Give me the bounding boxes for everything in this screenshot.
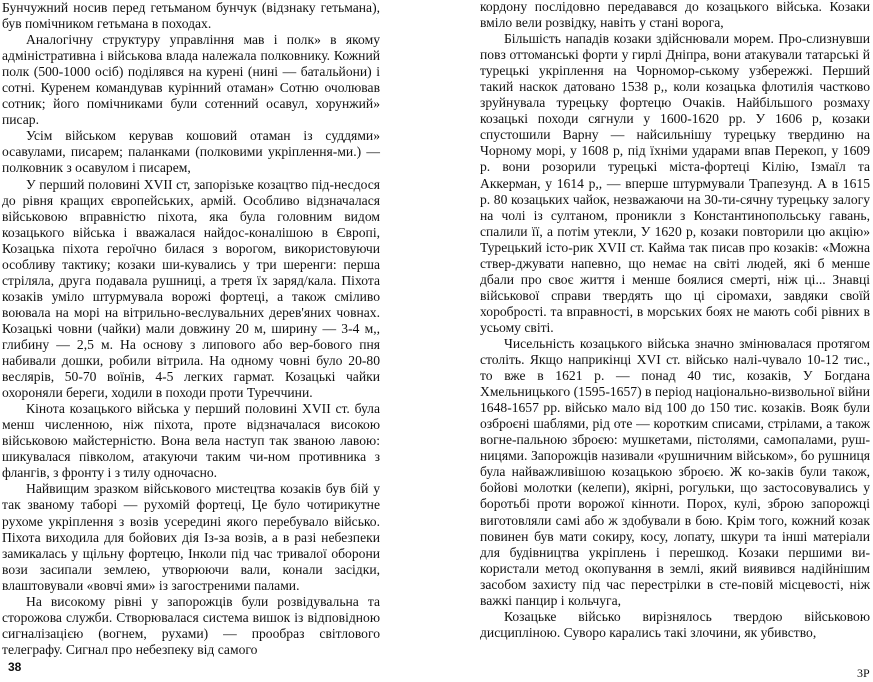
paragraph: Чисельність козацького війська значно змінювалася протягом століть. Якщо наприкінці XVI ст. військо налі-чувало 10-12 тис., то вже в 1621 р. — понад 40 тис, козаків, У Богдана Хмельницького (1595-1657) в період національно-визвольної війни 1648-1657 рр. військо мало від 100 до 150 тис. козаків. Вояк були озброєні шаблями, рід оте — коротким списами, стрілами, а також вогне-пальною зброєю: мушкетами, пістолями, самопалами, руш-ницями. Запорожців називали «рушничним військом», бо рушниця була найважливішою козацькою зброєю. Ж ко-заків були також, бойові молотки (келепи), якірні, рогульки, що застосовувались у боротьбі проти ворожої кінноти. Порох, кулі, зброю запорожці виготовляли самі або ж здобували в бою. Крім того, кожний козак повинен був мати сокиру, косу, лопату, шкури та інші матеріали для будівництва укріплень і перешкод. Козаки першими ви-користали метод окопування в землі, який виявився надійнішим засобом захисту під час перестрілки в сте-повій місцевості, ніж важкі панцир і кольчуга, (480, 335, 870, 608)
left-column (2, 0, 380, 658)
paragraph: кордону послідовно передавався до козацького війська. Козаки вміло вели розвідку, навіть у стані ворога, (480, 0, 870, 31)
paragraph: Аналогічну структуру управління мав і полк» в якому адміністративна і військова влада належала полковнику. Кожний полк (500-1000 осіб) поділявся на курені (нині — батальйони) і сотні. Куренем командував курінний отаман» Сотню очолював сотник; його помічниками були сотенний осавул, хорунжий» писар. (2, 32, 380, 128)
paragraph: Усім військом керував кошовий отаман із суддями» осавулами, писарем; паланками (полковими укріплення-ми.) — полковник з осавулом і писарем, (2, 128, 380, 176)
paragraph: У перший половині XVII ст, запорізьке козацтво під-несдося до рівня кращих європейських, армій. Особливо відзначалася військовою вправністю піхота, яка була головним видом козацького війська і вважалася найдос-коналішою в Європі, Козацька піхота героїчно билася з ворогом, використовуючи особливу тактику; козаки ши-кувались у три шеренги: перша стріляла, друга подавала рушниці, а третя їх заряд/кала. Піхота козаків уміло штурмувала ворожі фортеці, а також сміливо воювала на морі на вітрильно-веслувальних дерев'яних човнах. Козацькі човни (чайки) мали довжину 20 м, ширину — 3-4 м,, глибину — 2,5 м. На основу з липового або вер-бового пня набивали дошки, робили вітрила. На одному човні було 20-80 веслярів, 50-70 воїнів, 4-5 легких гармат. Козацькі чайки охороняли береги, ходили в походи проти Туреччини. (2, 176, 380, 401)
paragraph: Козацьке військо вирізнялось твердою військовою дисципліною. Суворо карались такі злочини, як убивство, (480, 608, 870, 640)
paragraph: Більшість нападів козаки здійснювали морем. Про-слизнувши повз оттоманські форти у гирлі Дніпра, вони атакували татарські й турецькі укріплення на Чорномор-ському узбережжі. Перший такий наскок датовано 1538 р,, коли козацька флотилія частково зруйнувала турецьку фортецю Очаків. Найбільшого розмаху козацькі походи сягнули у 1600-1620 рр. У 1606 р, козаки спустошили Варну — найсильнішу турецьку твердиню на Чорному морі, у 1608 р, під їхніми ударами впав Перекоп, у 1609 р. вони розорили турецькі міста-фортеці Кілію, Ізмаїл та Аккерман, у 1614 р,, — вперше штурмували Трапезунд. А в 1615 р. 80 козацьких чайок, незважаючи на 30-ти-сячну турецьку залогу на чолі із султаном, проникли з Константинопольську гавань, спалили її, а потім утекли, У 1620 р, козаки повторили цю акцію» Турецький істо-рик XVII ст. Кайма так писав про козаків: «Можна ствер-джувати напевно, що немає на світі людей, які б менше дбали про своє життя і менше боялися смерті, ніж ці... Знавці військової справи твердять що ці сіромахи, завдяки своїй хоробрості. та вправності, в морських боях не мають собі рівних в усьому світі. (480, 31, 870, 335)
right-column (480, 0, 870, 641)
paragraph: Бунчужний носив перед гетьманом бунчук (відзнаку гетьмана), був помічником гетьмана в походах. (2, 0, 380, 32)
page-number-right: 3Р (857, 666, 870, 680)
paragraph: На високому рівні у запорожців були розвідувальна та сторожова служби. Створювалася система вишок із відповідною сигналізацією (вогнем, рухами) — прообраз світлового телеграфу. Сигнал про небезпеку від самого (2, 593, 380, 657)
paragraph: Найвищим зразком військового мистецтва козаків був бій у так званому таборі — рухомій фортеці, Це було чотирикутне рухоме укріплення з возів усередині якого перебувало військо. Піхота виходила для бойових дія Із-за возів, а в разі небезпеки замикалась у щільну фортецю, Інколи під час тривалої оборони вози засипали землею, утворюючи вали, конали засідки, влаштовували «вовчі ями» із загостреними палами. (2, 481, 380, 593)
page-number-left: 38 (8, 660, 22, 674)
paragraph: Кінота козацького війська у перший половині XVII ст. була менш численною, ніж піхота, проте відзначалася високою військовою майстерністю. Вона вела наступ так званою лавою: шикувалася півколом, атакуючи таким чи-ном противника з флангів, з фронту і з тилу одночасно. (2, 401, 380, 481)
